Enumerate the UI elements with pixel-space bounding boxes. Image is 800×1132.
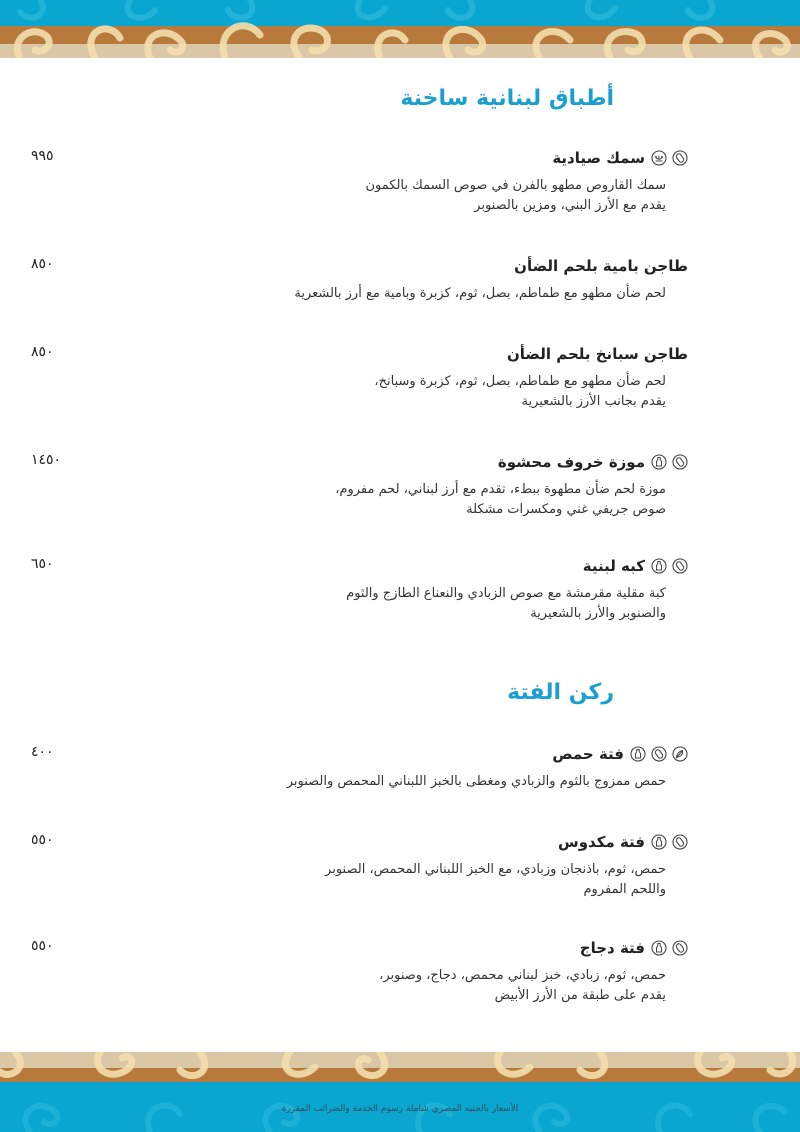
description-line: موزة لحم ضأن مطهوة ببطء، تقدم مع أرز لبناني، لحم مفروم، — [335, 482, 666, 497]
allergen-icons — [651, 834, 688, 850]
section-title-fatteh-corner: ركن الفتة — [507, 680, 614, 705]
description-line: يقدم مع الأرز البني، ومزين بالصنوبر — [474, 198, 666, 213]
menu-item-spinach-tagine — [31, 342, 688, 412]
nuts-icon — [672, 454, 688, 470]
item-name: طاجن بامية بلحم الضأن — [514, 257, 688, 275]
allergen-icons — [630, 746, 688, 762]
allergen-icons — [651, 454, 688, 470]
menu-item-fatteh-hummus — [31, 742, 688, 792]
dairy-icon — [651, 454, 667, 470]
footer-price-note: الأسعار بالجنيه المصري شاملة رسوم الخدمة والضرائب المقررة — [281, 1104, 519, 1114]
description-line: صوص جريفي غني ومكسرات مشكلة — [466, 502, 666, 517]
top-decorative-band — [0, 0, 800, 58]
vegetarian-icon — [672, 746, 688, 762]
nuts-icon — [672, 558, 688, 574]
description-line: حمص، ثوم، زبادي، خبز لبناني محمص، دجاج، وصنوبر، — [379, 968, 666, 983]
item-name: فتة دجاج — [579, 939, 645, 957]
item-description — [68, 966, 666, 1006]
item-name: فتة حمص — [552, 745, 624, 763]
description-line: حمص، ثوم، باذنجان وزبادي، مع الخبز اللبناني المحمص، الصنوبر — [325, 862, 666, 877]
section-title-hot-lebanese-dishes: أطباق لبنانية ساخنة — [400, 86, 614, 111]
menu-item-sayadieh — [31, 146, 688, 216]
item-name: فتة مكدوس — [558, 833, 645, 851]
item-name: موزة خروف محشوة — [497, 453, 645, 471]
menu-item-fatteh-chicken — [31, 936, 688, 1006]
item-name: سمك صيادية — [552, 149, 645, 167]
dairy-icon — [651, 558, 667, 574]
item-description — [68, 176, 666, 216]
description-line: لحم ضأن مطهو مع طماطم، بصل، ثوم، كزبرة وبامية مع أرز بالشعرية — [294, 286, 666, 301]
description-line: حمص ممزوج بالثوم والزبادي ومغطى بالخبز اللبناني المحمص والصنوبر — [286, 774, 666, 789]
item-description — [68, 284, 666, 304]
description-line: واللحم المفروم — [583, 882, 666, 897]
dairy-icon — [651, 834, 667, 850]
description-line: يقدم على طبقة من الأرز الأبيض — [494, 988, 666, 1003]
item-description — [68, 584, 666, 624]
dairy-icon — [651, 940, 667, 956]
menu-item-fatteh-makdous — [31, 830, 688, 900]
swirl-pattern-icon — [0, 0, 800, 58]
dairy-icon — [630, 746, 646, 762]
menu-item-stuffed-lamb-shank — [31, 450, 688, 520]
bottom-decorative-band — [0, 1052, 800, 1132]
description-line: والصنوبر والأرز بالشعيرية — [530, 606, 666, 621]
item-name: كبه لبنية — [582, 557, 645, 575]
menu-page — [0, 58, 800, 1052]
item-name: طاجن سبانخ بلحم الضأن — [506, 345, 688, 363]
item-description — [68, 480, 666, 520]
item-description — [68, 772, 666, 792]
description-line: سمك القاروص مطهو بالفرن في صوص السمك بالكمون — [365, 178, 666, 193]
description-line: كبة مقلية مقرمشة مع صوص الزبادي والنعناع الطازج والثوم — [346, 586, 666, 601]
description-line: يقدم بجانب الأرز بالشعيرية — [521, 394, 666, 409]
allergen-icons — [651, 558, 688, 574]
menu-item-okra-tagine — [31, 254, 688, 304]
item-price: ٥٥٠ — [31, 832, 54, 848]
item-price: ٨٥٠ — [31, 344, 54, 360]
item-price: ٤٠٠ — [31, 744, 54, 760]
swirl-pattern-icon — [0, 1052, 800, 1132]
seafood-icon — [651, 150, 667, 166]
item-description — [68, 860, 666, 900]
allergen-icons — [651, 940, 688, 956]
item-price: ٨٥٠ — [31, 256, 54, 272]
item-price: ١٤٥٠ — [31, 452, 62, 468]
item-description — [68, 372, 666, 412]
item-price: ٥٥٠ — [31, 938, 54, 954]
item-price: ٩٩٥ — [31, 148, 54, 164]
description-line: لحم ضأن مطهو مع طماطم، بصل، ثوم، كزبرة وسبانخ، — [374, 374, 666, 389]
nuts-icon — [651, 746, 667, 762]
menu-item-kibbeh-labanieh — [31, 554, 688, 624]
allergen-icons — [651, 150, 688, 166]
nuts-icon — [672, 940, 688, 956]
item-price: ٦٥٠ — [31, 556, 54, 572]
nuts-icon — [672, 834, 688, 850]
nuts-icon — [672, 150, 688, 166]
